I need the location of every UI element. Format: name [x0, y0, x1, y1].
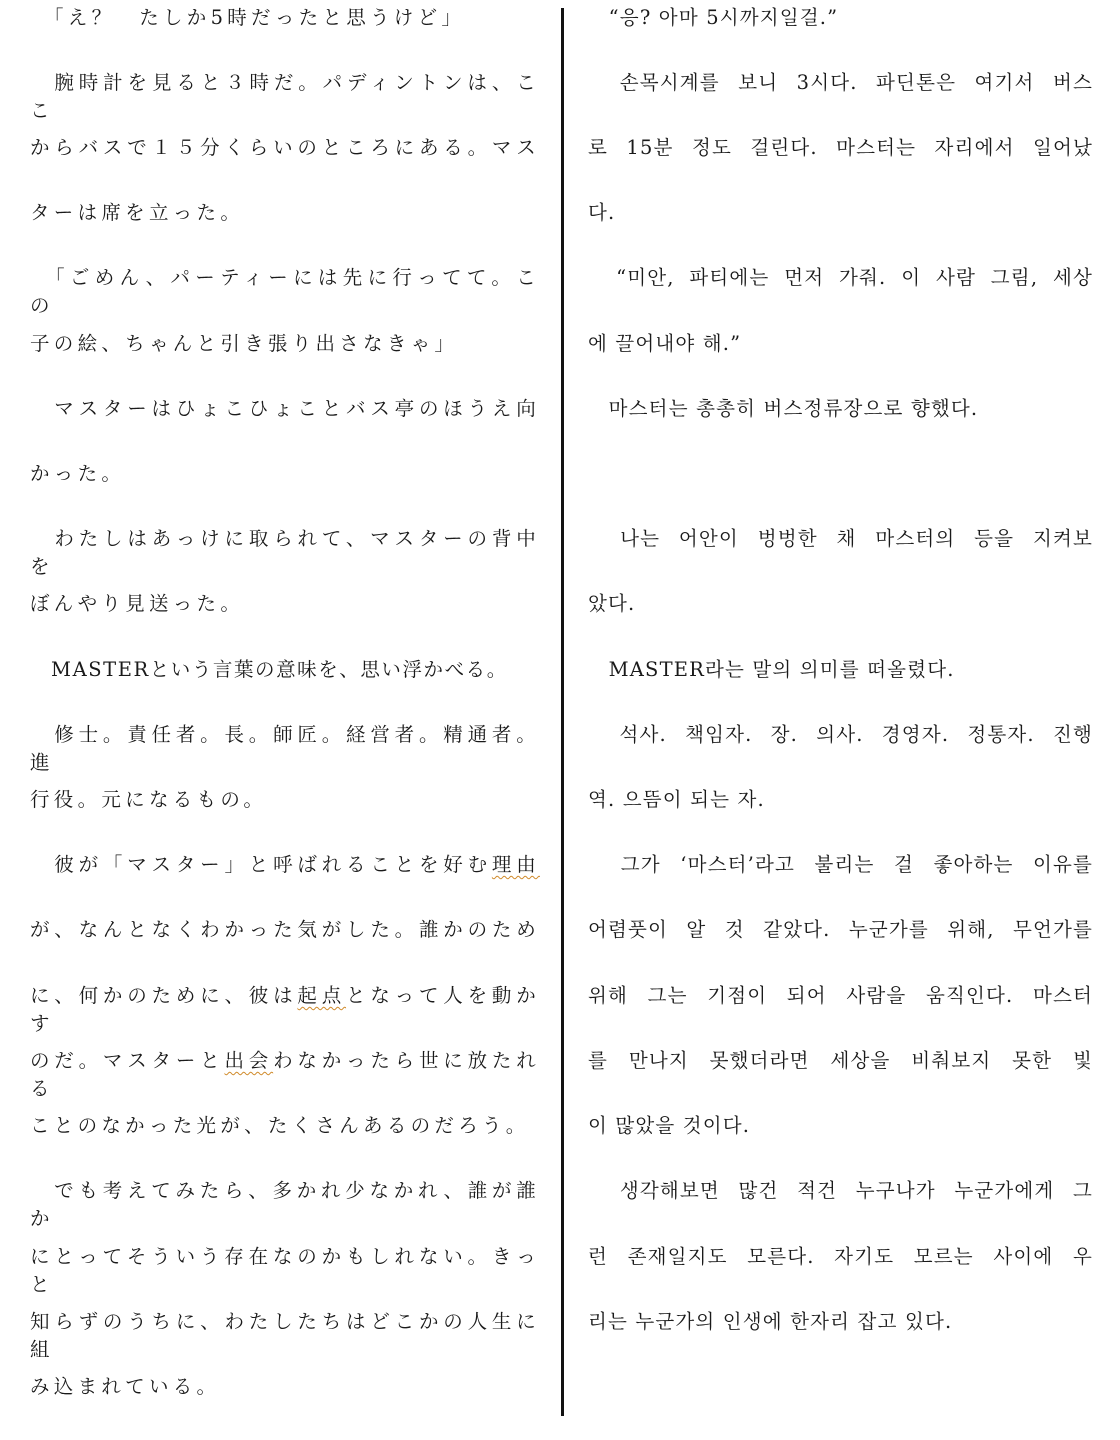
ko-line-4: 다. [588, 201, 616, 224]
ja-line-17-pre: のだ。マスターと [30, 1049, 225, 1072]
ja-line-17-post: わなかったら世に放たれる [30, 1049, 540, 1100]
ja-line-17 [30, 1047, 540, 1103]
ja-line-5: 「ごめん、パーティーには先に行ってて。この [30, 266, 540, 317]
ko-line-7: 마스터는 총총히 버스정류장으로 향했다. [588, 397, 979, 420]
ja-line-10: ぼんやり見送った。 [30, 592, 245, 615]
ja-line-14 [30, 851, 540, 879]
ko-line-5: “미안, 파티에는 먼저 가줘. 이 사람 그림, 세상 [588, 266, 1093, 289]
ja-line-22: み込まれている。 [30, 1375, 221, 1398]
ko-line-18: 생각해보면 많건 적건 누구나가 누군가에게 그 [588, 1179, 1093, 1202]
ja-line-2: 腕時計を見ると３時だ。パディントンは、ここ [30, 71, 540, 122]
ja-line-9: わたしはあっけに取られて、マスターの背中を [30, 527, 540, 578]
ja-line-16 [30, 982, 540, 1038]
ko-line-17: 이 많았을 것이다. [588, 1114, 751, 1137]
ko-line-6: 에 끌어내야 해.” [588, 332, 742, 355]
ko-line-19: 런 존재일지도 모른다. 자기도 모르는 사이에 우 [588, 1245, 1093, 1268]
ja-line-16-post: となって人を動かす [30, 984, 540, 1035]
ja-line-11: MASTERという言葉の意味を、思い浮かべる。 [30, 658, 508, 681]
ko-line-15: 위해 그는 기점이 되어 사람을 움직인다. 마스터 [588, 984, 1093, 1007]
ja-line-3: からバスで１５分くらいのところにある。マス [30, 136, 540, 159]
ja-line-20: にとってそういう存在なのかもしれない。きっと [30, 1245, 540, 1296]
ja-line-8: かった。 [30, 462, 126, 485]
column-divider [561, 8, 564, 1416]
ja-line-1: 「え？ たしか5時だったと思うけど」 [30, 6, 466, 29]
ja-line-19: でも考えてみたら、多かれ少なかれ、誰が誰か [30, 1179, 540, 1230]
ja-line-14-pre: 彼が「マスター」と呼ばれることを好む [30, 853, 492, 876]
ja-line-6: 子の絵、ちゃんと引き張り出さなきゃ」 [30, 332, 459, 355]
ko-line-16: 를 만나지 못했더라면 세상을 비춰보지 못한 빛 [588, 1049, 1093, 1072]
ko-line-8: 나는 어안이 벙벙한 채 마스터의 등을 지켜보 [588, 527, 1093, 550]
ja-line-21: 知らずのうちに、わたしたちはどこかの人生に組 [30, 1310, 540, 1361]
ko-line-12: 역. 으뜸이 되는 자. [588, 788, 765, 811]
ja-line-15: が、なんとなくわかった気がした。誰かのため [30, 918, 540, 941]
ko-line-3: 로 15분 정도 걸린다. 마스터는 자리에서 일어났 [588, 136, 1093, 159]
ko-line-1: “응? 아마 5시까지일걸.” [588, 6, 839, 29]
ko-line-11: 석사. 책임자. 장. 의사. 경영자. 정통자. 진행 [588, 723, 1093, 746]
ja-line-16-marked: 起点 [297, 984, 347, 1007]
ko-line-20: 리는 누군가의 인생에 한자리 잡고 있다. [588, 1310, 953, 1333]
ko-line-9: 았다. [588, 592, 636, 615]
ja-line-14-marked: 理由 [491, 853, 540, 876]
ko-line-14: 어렴풋이 알 것 같았다. 누군가를 위해, 무언가를 [588, 918, 1093, 941]
ko-line-2: 손목시계를 보니 3시다. 파딘톤은 여기서 버스 [588, 71, 1093, 94]
ja-line-12: 修士。責任者。長。師匠。経営者。精通者。進 [30, 723, 540, 774]
ja-line-18: ことのなかった光が、たくさんあるのだろう。 [30, 1114, 530, 1137]
ja-line-4: ターは席を立った。 [30, 201, 245, 224]
ja-line-16-pre: に、何かのために、彼は [30, 984, 298, 1007]
ja-line-17-marked: 出会 [224, 1049, 274, 1072]
ja-line-13: 行役。元になるもの。 [30, 788, 268, 811]
ko-line-10: MASTER라는 말의 의미를 떠올렸다. [588, 658, 955, 681]
ko-line-13: 그가 ‘마스터’라고 불리는 걸 좋아하는 이유를 [588, 853, 1093, 876]
ja-line-7: マスターはひょこひょことバス亭のほうえ向 [30, 397, 540, 420]
